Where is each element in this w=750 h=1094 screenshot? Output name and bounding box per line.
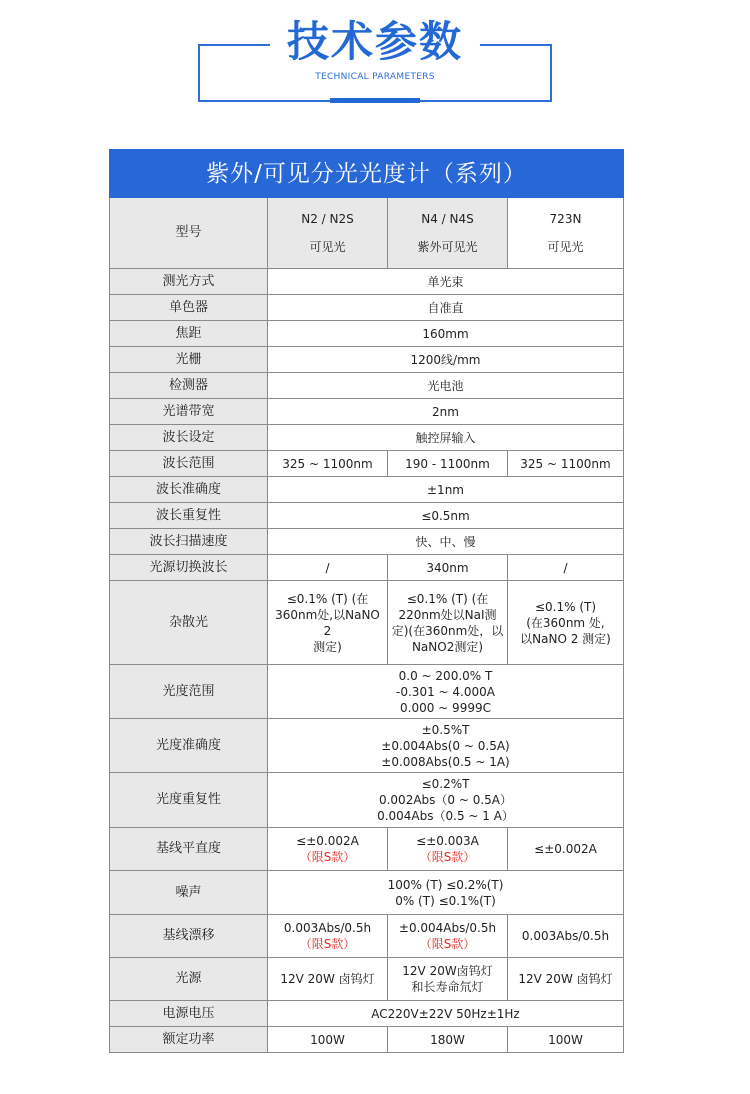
row-value: ≤±0.002A bbox=[508, 828, 624, 871]
value-line: 和长寿命氘灯 bbox=[411, 980, 484, 994]
row-value bbox=[268, 773, 624, 828]
row-value: 180W bbox=[388, 1027, 508, 1053]
row-label: 波长设定 bbox=[110, 425, 268, 451]
s-model-note: （限S款） bbox=[419, 850, 476, 864]
value-line: 0.002Abs（0 ~ 0.5A） bbox=[378, 793, 513, 807]
table-row bbox=[110, 581, 624, 665]
row-value: 2nm bbox=[268, 399, 624, 425]
row-value: AC220V±22V 50Hz±1Hz bbox=[268, 1001, 624, 1027]
row-value: 快、中、慢 bbox=[268, 529, 624, 555]
value-line: ±0.004Abs/0.5h bbox=[398, 921, 497, 935]
value-line: ≤0.2%T bbox=[421, 777, 470, 791]
row-value: 160mm bbox=[268, 321, 624, 347]
value-line: 12V 20W卤钨灯 bbox=[402, 964, 493, 978]
model-name: 723N bbox=[549, 212, 582, 226]
row-label: 波长范围 bbox=[110, 451, 268, 477]
header-frame-bottom-right bbox=[420, 100, 552, 102]
row-value: 0.003Abs/0.5h bbox=[508, 915, 624, 958]
table-row bbox=[110, 828, 624, 871]
table-row bbox=[110, 555, 624, 581]
row-value: ≤0.5nm bbox=[268, 503, 624, 529]
row-label: 焦距 bbox=[110, 321, 268, 347]
table-row bbox=[110, 373, 624, 399]
model-name: N4 / N4S bbox=[421, 212, 474, 226]
table-row bbox=[110, 477, 624, 503]
row-label: 光源 bbox=[110, 958, 268, 1001]
value-line: NaNO2测定) bbox=[411, 639, 484, 654]
row-label: 测光方式 bbox=[110, 269, 268, 295]
value-line: 以NaNO 2 测定) bbox=[520, 631, 611, 646]
table-row bbox=[110, 871, 624, 915]
table-row bbox=[110, 915, 624, 958]
value-line: (在360nm 处, bbox=[526, 615, 605, 630]
table-row bbox=[110, 425, 624, 451]
value-line: 360nm处,以NaNO 2 bbox=[275, 607, 380, 638]
row-value: 光电池 bbox=[268, 373, 624, 399]
row-value: 340nm bbox=[388, 555, 508, 581]
row-label: 光度范围 bbox=[110, 665, 268, 719]
row-label: 光度准确度 bbox=[110, 719, 268, 773]
table-row bbox=[110, 1027, 624, 1053]
row-value bbox=[388, 915, 508, 958]
row-label: 基线漂移 bbox=[110, 915, 268, 958]
row-value bbox=[388, 828, 508, 871]
row-label: 杂散光 bbox=[110, 581, 268, 665]
model-type: 可见光 bbox=[547, 240, 584, 254]
value-line: 100% (T) ≤0.2%(T) bbox=[387, 877, 504, 892]
value-line: 定)(在360nm处，以 bbox=[391, 623, 504, 638]
row-value: 1200线/mm bbox=[268, 347, 624, 373]
value-line: ±0.5%T bbox=[421, 722, 470, 737]
row-value: 12V 20W 卤钨灯 bbox=[268, 958, 388, 1001]
value-line: ±0.004Abs(0 ~ 0.5A) bbox=[381, 738, 510, 753]
row-value: ±1nm bbox=[268, 477, 624, 503]
table-row bbox=[110, 529, 624, 555]
row-label: 检测器 bbox=[110, 373, 268, 399]
row-label: 光栅 bbox=[110, 347, 268, 373]
row-value: 自准直 bbox=[268, 295, 624, 321]
row-label: 光谱带宽 bbox=[110, 399, 268, 425]
s-model-note: （限S款） bbox=[299, 937, 356, 951]
value-line: 0.004Abs（0.5 ~ 1 A） bbox=[377, 809, 514, 823]
row-label: 光度重复性 bbox=[110, 773, 268, 828]
row-label: 基线平直度 bbox=[110, 828, 268, 871]
row-value bbox=[268, 915, 388, 958]
table-row bbox=[110, 451, 624, 477]
table-row-model bbox=[110, 198, 624, 269]
model-name: N2 / N2S bbox=[301, 212, 354, 226]
table-row bbox=[110, 773, 624, 828]
spec-table bbox=[109, 149, 624, 1053]
row-label: 波长重复性 bbox=[110, 503, 268, 529]
table-row bbox=[110, 665, 624, 719]
page-subtitle: TECHNICAL PARAMETERS bbox=[315, 72, 435, 82]
row-value bbox=[268, 719, 624, 773]
model-type: 紫外可见光 bbox=[417, 240, 478, 254]
row-value bbox=[388, 958, 508, 1001]
model-cell-n4 bbox=[388, 198, 508, 269]
row-value bbox=[388, 581, 508, 665]
title-underline bbox=[330, 98, 420, 103]
row-value: / bbox=[268, 555, 388, 581]
page-title: 技术参数 bbox=[286, 17, 463, 66]
row-value: 100W bbox=[508, 1027, 624, 1053]
row-value: 190 - 1100nm bbox=[388, 451, 508, 477]
row-label: 波长扫描速度 bbox=[110, 529, 268, 555]
row-value: / bbox=[508, 555, 624, 581]
value-line: 0.0 ~ 200.0% T bbox=[398, 668, 493, 683]
row-value: 触控屏输入 bbox=[268, 425, 624, 451]
model-cell-n2 bbox=[268, 198, 388, 269]
table-row bbox=[110, 269, 624, 295]
value-line: ≤±0.002A bbox=[296, 834, 359, 848]
value-line: 0.000 ~ 9999C bbox=[400, 700, 491, 715]
value-line: 0% (T) ≤0.1%(T) bbox=[395, 893, 496, 908]
table-row bbox=[110, 321, 624, 347]
row-label: 波长准确度 bbox=[110, 477, 268, 503]
table-row bbox=[110, 347, 624, 373]
header-frame-bottom-left bbox=[198, 100, 330, 102]
row-value: 325 ~ 1100nm bbox=[268, 451, 388, 477]
row-label: 光源切换波长 bbox=[110, 555, 268, 581]
table-caption-row bbox=[110, 150, 624, 198]
row-value: 325 ~ 1100nm bbox=[508, 451, 624, 477]
table-row bbox=[110, 295, 624, 321]
row-value bbox=[268, 665, 624, 719]
value-line: 220nm处以NaI测 bbox=[398, 607, 497, 622]
value-line: -0.301 ~ 4.000A bbox=[396, 684, 495, 699]
table-row bbox=[110, 399, 624, 425]
row-value: 100W bbox=[268, 1027, 388, 1053]
value-line: ≤0.1% (T) bbox=[534, 599, 597, 614]
value-line: ≤0.1% (T) (在 bbox=[406, 591, 489, 606]
table-row bbox=[110, 503, 624, 529]
table-row bbox=[110, 719, 624, 773]
row-value bbox=[268, 871, 624, 915]
row-value bbox=[508, 581, 624, 665]
row-label: 额定功率 bbox=[110, 1027, 268, 1053]
table-row bbox=[110, 958, 624, 1001]
row-label: 型号 bbox=[110, 198, 268, 269]
row-value bbox=[268, 828, 388, 871]
row-value: 单光束 bbox=[268, 269, 624, 295]
row-value bbox=[268, 581, 388, 665]
s-model-note: （限S款） bbox=[419, 937, 476, 951]
value-line: ≤0.1% (T) (在 bbox=[286, 591, 369, 606]
row-label: 电源电压 bbox=[110, 1001, 268, 1027]
value-line: ≤±0.003A bbox=[416, 834, 479, 848]
table-row bbox=[110, 1001, 624, 1027]
row-label: 单色器 bbox=[110, 295, 268, 321]
value-line: ±0.008Abs(0.5 ~ 1A) bbox=[381, 754, 510, 769]
row-label: 噪声 bbox=[110, 871, 268, 915]
value-line: 0.003Abs/0.5h bbox=[283, 921, 372, 935]
model-cell-723n bbox=[508, 198, 624, 269]
model-type: 可见光 bbox=[309, 240, 346, 254]
table-caption: 紫外/可见分光光度计（系列） bbox=[110, 150, 624, 198]
value-line: 测定) bbox=[313, 639, 342, 654]
s-model-note: （限S款） bbox=[299, 850, 356, 864]
row-value: 12V 20W 卤钨灯 bbox=[508, 958, 624, 1001]
